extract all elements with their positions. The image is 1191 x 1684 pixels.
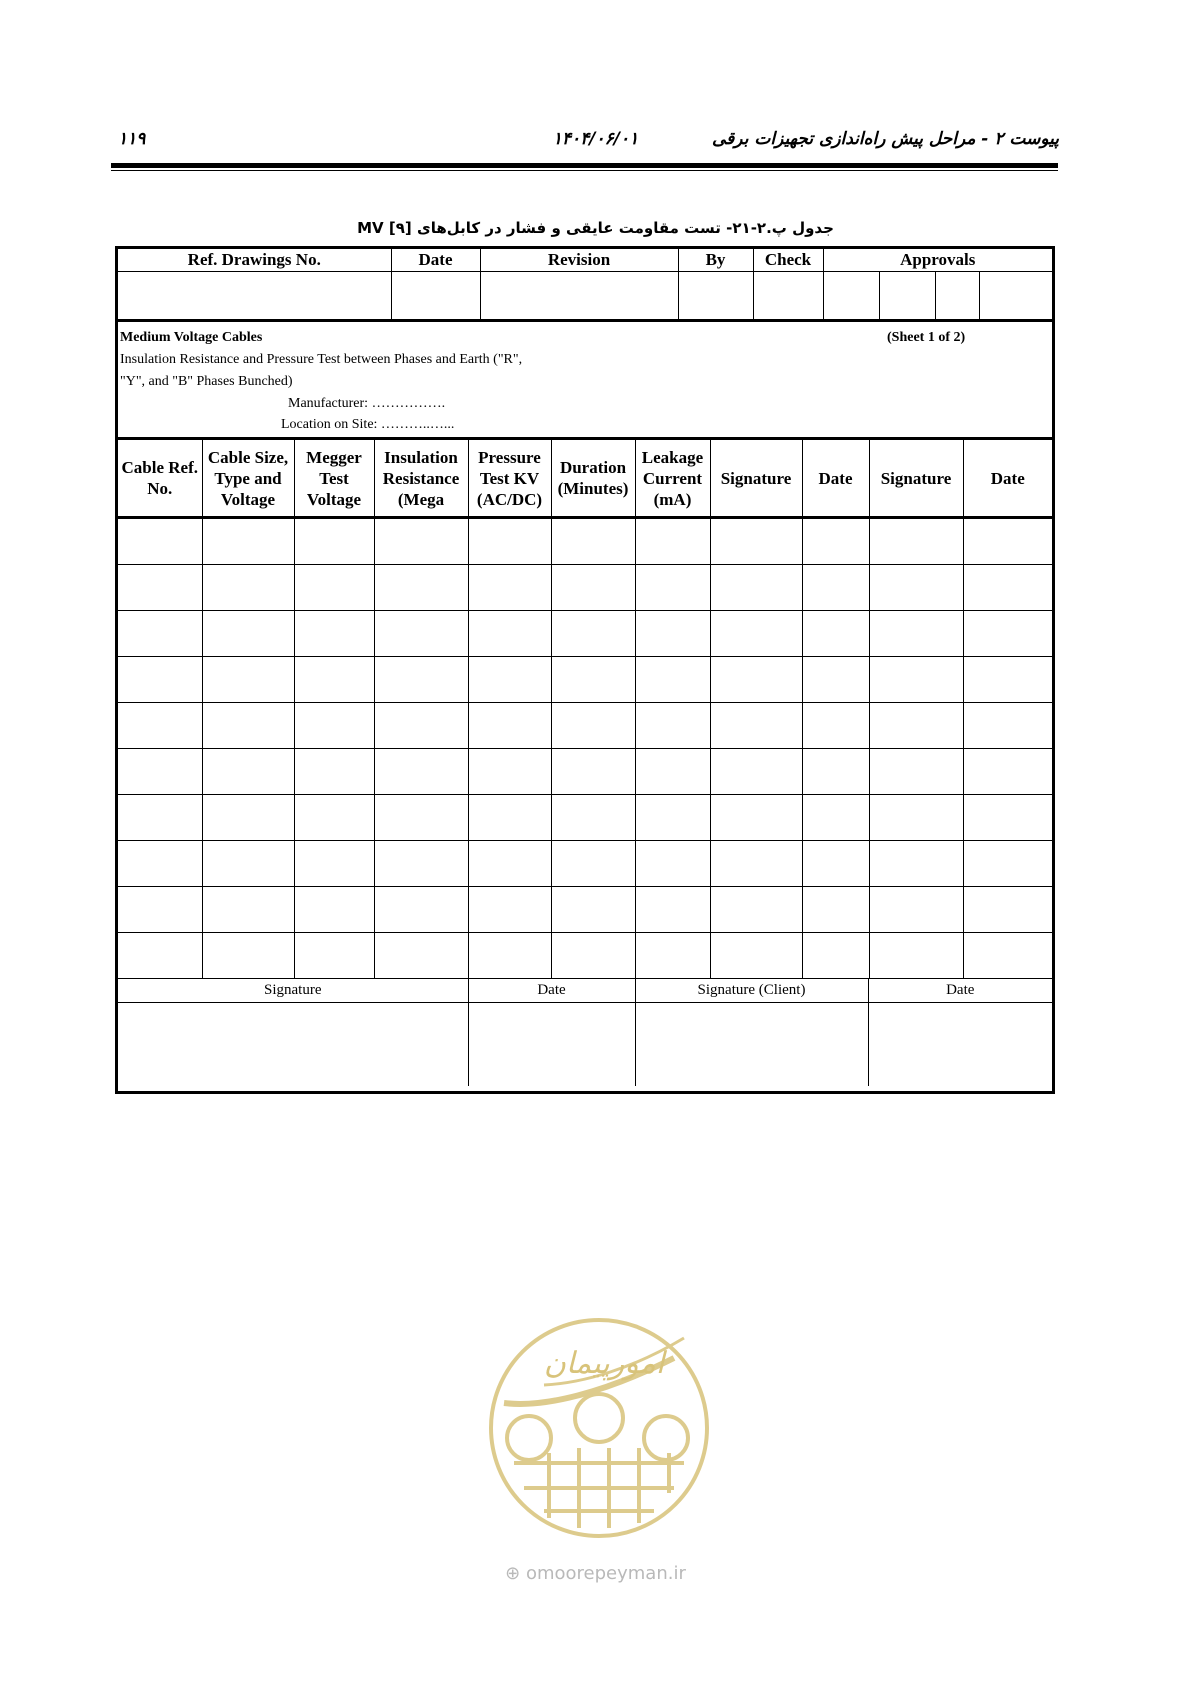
table-cell[interactable] [710, 518, 802, 565]
table-row [118, 703, 1052, 749]
column-header-line: Signature [880, 468, 952, 488]
header-rule-thin [111, 170, 1058, 171]
column-header [710, 439, 802, 518]
table-cell[interactable] [802, 611, 869, 657]
form-frame [115, 246, 1055, 1094]
column-header-line: Signature [720, 468, 792, 488]
column-header-line: (Mega [397, 489, 445, 509]
test-results-table [118, 437, 1052, 979]
table-cell[interactable] [710, 703, 802, 749]
table-row [118, 565, 1052, 611]
table-row [118, 795, 1052, 841]
column-header [374, 439, 468, 518]
test-description-line2: "Y", and "B" Phases Bunched) [120, 374, 293, 389]
table-cell[interactable] [294, 565, 374, 611]
table-cell[interactable] [468, 518, 551, 565]
test-results-header-row [118, 439, 1052, 518]
table-cell[interactable] [551, 611, 635, 657]
table-cell[interactable] [294, 795, 374, 841]
signoff-client-signature-header: Signature (Client) [635, 979, 868, 1003]
table-cell[interactable] [635, 841, 710, 887]
column-header-line: Test KV [479, 468, 540, 488]
section-heading: Medium Voltage Cables [120, 330, 263, 345]
approval-cell[interactable] [879, 271, 935, 319]
table-cell[interactable] [963, 933, 1052, 979]
signoff-client-signature-cell[interactable] [635, 1003, 868, 1087]
table-row [118, 657, 1052, 703]
table-cell[interactable] [869, 795, 963, 841]
table-cell[interactable] [468, 749, 551, 795]
table-cell[interactable] [802, 887, 869, 933]
watermark-logo [484, 1313, 714, 1543]
column-header-line: Duration [559, 458, 627, 477]
page-number: ۱۱۹ [118, 129, 146, 149]
column-header-line: (AC/DC) [476, 489, 543, 509]
table-cell[interactable] [963, 657, 1052, 703]
approval-cell[interactable] [979, 271, 1052, 319]
table-cell[interactable] [551, 565, 635, 611]
table-cell[interactable] [374, 611, 468, 657]
column-header [468, 439, 551, 518]
manufacturer-field[interactable]: Manufacturer: ……………. [288, 396, 446, 411]
watermark-url-text: omoorepeyman.ir [525, 1563, 686, 1584]
check-header: Check [753, 249, 823, 271]
table-cell[interactable] [869, 565, 963, 611]
column-header-line: Insulation [384, 447, 458, 467]
signoff-date-header: Date [468, 979, 635, 1003]
table-cell[interactable] [802, 565, 869, 611]
column-header-line: Voltage [306, 489, 362, 509]
table-row [118, 933, 1052, 979]
table-cell[interactable] [202, 749, 294, 795]
table-cell[interactable] [710, 565, 802, 611]
table-cell[interactable] [710, 841, 802, 887]
table-cell[interactable] [374, 749, 468, 795]
column-header [869, 439, 963, 518]
table-cell[interactable] [710, 611, 802, 657]
table-cell[interactable] [118, 841, 202, 887]
table-cell[interactable] [294, 703, 374, 749]
table-cell[interactable] [468, 611, 551, 657]
column-header-line: No. [147, 479, 173, 498]
table-cell[interactable] [468, 933, 551, 979]
signoff-entry-row [118, 1003, 1052, 1087]
column-header-line: Megger [306, 447, 362, 467]
signoff-date-cell[interactable] [468, 1003, 635, 1087]
date-header: Date [391, 249, 480, 271]
table-cell[interactable] [118, 887, 202, 933]
table-cell[interactable] [202, 518, 294, 565]
table-cell[interactable] [802, 795, 869, 841]
table-cell[interactable] [202, 565, 294, 611]
column-header-line: Leakage [641, 447, 704, 467]
table-cell[interactable] [869, 611, 963, 657]
table-cell[interactable] [963, 611, 1052, 657]
table-row [118, 749, 1052, 795]
column-header [118, 439, 202, 518]
table-cell[interactable] [202, 795, 294, 841]
table-cell[interactable] [551, 795, 635, 841]
table-cell[interactable] [869, 703, 963, 749]
table-cell[interactable] [802, 518, 869, 565]
column-header [551, 439, 635, 518]
table-cell[interactable] [802, 933, 869, 979]
sheet-indicator: (Sheet 1 of 2) [887, 330, 966, 345]
table-cell[interactable] [802, 841, 869, 887]
table-row [118, 841, 1052, 887]
table-cell[interactable] [374, 518, 468, 565]
column-header-line: Cable Size, [207, 447, 289, 467]
column-header-line: (mA) [653, 489, 692, 509]
table-cell[interactable] [118, 703, 202, 749]
table-cell[interactable] [963, 565, 1052, 611]
signoff-client-date-header: Date [868, 979, 1052, 1003]
table-cell[interactable] [963, 703, 1052, 749]
table-cell[interactable] [468, 657, 551, 703]
revision-cell[interactable] [480, 271, 678, 319]
table-cell[interactable] [551, 749, 635, 795]
table-cell[interactable] [294, 611, 374, 657]
table-cell[interactable] [710, 887, 802, 933]
watermark-logo-text: امورپیمان [543, 1346, 665, 1381]
revision-header: Revision [480, 249, 678, 271]
column-header-line: Pressure [478, 447, 541, 467]
approvals-header: Approvals [823, 249, 1052, 271]
column-header [202, 439, 294, 518]
table-cell[interactable] [374, 703, 468, 749]
table-cell[interactable] [294, 749, 374, 795]
table-cell[interactable] [869, 887, 963, 933]
column-header-line: Test [319, 468, 349, 488]
test-info-block [118, 319, 1052, 437]
date-cell[interactable] [391, 271, 480, 319]
table-cell[interactable] [551, 703, 635, 749]
watermark-url [0, 1563, 1191, 1584]
table-cell[interactable] [635, 565, 710, 611]
table-cell[interactable] [468, 565, 551, 611]
header-rule-thick [111, 163, 1058, 168]
ref-drawings-header: Ref. Drawings No. [118, 249, 391, 271]
revision-table [118, 249, 1052, 319]
table-cell[interactable] [869, 657, 963, 703]
table-cell[interactable] [635, 749, 710, 795]
test-description-line1: Insulation Resistance and Pressure Test between Phases and Earth ("R", [120, 352, 523, 367]
column-header-line: (Minutes) [557, 479, 629, 498]
approval-cell[interactable] [823, 271, 879, 319]
table-cell[interactable] [468, 841, 551, 887]
table-cell[interactable] [802, 703, 869, 749]
signoff-signature-cell[interactable] [118, 1003, 468, 1087]
table-cell[interactable] [202, 703, 294, 749]
table-cell[interactable] [710, 933, 802, 979]
column-header-line: Cable Ref. [121, 458, 198, 477]
signoff-table [118, 979, 1052, 1086]
revision-entry-row [118, 271, 1052, 319]
column-header [802, 439, 869, 518]
table-cell[interactable] [635, 933, 710, 979]
table-cell[interactable] [869, 933, 963, 979]
ref-drawings-cell[interactable] [118, 271, 391, 319]
table-cell[interactable] [635, 887, 710, 933]
column-header-line: Date [990, 468, 1025, 488]
table-cell[interactable] [202, 887, 294, 933]
by-header: By [678, 249, 753, 271]
column-header-line: Voltage [220, 489, 276, 509]
table-cell[interactable] [202, 657, 294, 703]
column-header-line: Current [642, 468, 703, 488]
table-cell[interactable] [710, 795, 802, 841]
globe-icon: ⊕ [505, 1563, 521, 1584]
table-cell[interactable] [869, 518, 963, 565]
table-cell[interactable] [202, 841, 294, 887]
table-cell[interactable] [468, 887, 551, 933]
table-cell[interactable] [202, 611, 294, 657]
table-cell[interactable] [374, 887, 468, 933]
table-cell[interactable] [963, 887, 1052, 933]
table-cell[interactable] [963, 518, 1052, 565]
table-cell[interactable] [118, 657, 202, 703]
table-cell[interactable] [635, 611, 710, 657]
table-cell[interactable] [294, 657, 374, 703]
table-cell[interactable] [118, 565, 202, 611]
table-cell[interactable] [294, 841, 374, 887]
table-cell[interactable] [468, 795, 551, 841]
location-field[interactable]: Location on Site: ………..…... [281, 417, 455, 432]
by-cell[interactable] [678, 271, 753, 319]
column-header-line: Type and [214, 468, 282, 488]
signoff-client-date-cell[interactable] [868, 1003, 1052, 1087]
table-cell[interactable] [468, 703, 551, 749]
check-cell[interactable] [753, 271, 823, 319]
table-cell[interactable] [635, 795, 710, 841]
table-cell[interactable] [551, 657, 635, 703]
table-row [118, 887, 1052, 933]
table-cell[interactable] [869, 841, 963, 887]
table-cell[interactable] [202, 933, 294, 979]
table-cell[interactable] [635, 703, 710, 749]
table-row [118, 611, 1052, 657]
header-title: پیوست ۲ - مراحل پیش راه‌اندازی تجهیزات برقی [712, 129, 1059, 149]
table-cell[interactable] [635, 518, 710, 565]
table-cell[interactable] [294, 933, 374, 979]
table-cell[interactable] [374, 795, 468, 841]
column-header-line: Date [818, 468, 853, 488]
signoff-signature-header: Signature [118, 979, 468, 1003]
table-cell[interactable] [963, 841, 1052, 887]
table-cell[interactable] [551, 887, 635, 933]
table-cell[interactable] [374, 841, 468, 887]
table-cell[interactable] [635, 657, 710, 703]
table-cell[interactable] [963, 749, 1052, 795]
table-cell[interactable] [551, 841, 635, 887]
table-cell[interactable] [118, 518, 202, 565]
table-cell[interactable] [710, 657, 802, 703]
table-cell[interactable] [802, 657, 869, 703]
table-caption: جدول پ.۲-۲۱- تست مقاومت عایقی و فشار در کابل‌های MV [۹] [357, 219, 834, 237]
table-cell[interactable] [374, 933, 468, 979]
table-cell[interactable] [294, 887, 374, 933]
approval-cell[interactable] [935, 271, 979, 319]
table-cell[interactable] [118, 933, 202, 979]
table-cell[interactable] [551, 518, 635, 565]
table-cell[interactable] [710, 749, 802, 795]
table-cell[interactable] [374, 565, 468, 611]
table-cell[interactable] [551, 933, 635, 979]
table-cell[interactable] [802, 749, 869, 795]
header-date: ۱۴۰۴/۰۶/۰۱ [552, 129, 639, 149]
column-header-line: Resistance [382, 468, 460, 488]
table-cell[interactable] [118, 611, 202, 657]
table-cell[interactable] [118, 795, 202, 841]
column-header [635, 439, 710, 518]
table-cell[interactable] [118, 749, 202, 795]
table-cell[interactable] [869, 749, 963, 795]
table-cell[interactable] [963, 795, 1052, 841]
column-header [294, 439, 374, 518]
column-header [963, 439, 1052, 518]
table-cell[interactable] [294, 518, 374, 565]
table-cell[interactable] [374, 657, 468, 703]
table-row [118, 518, 1052, 565]
